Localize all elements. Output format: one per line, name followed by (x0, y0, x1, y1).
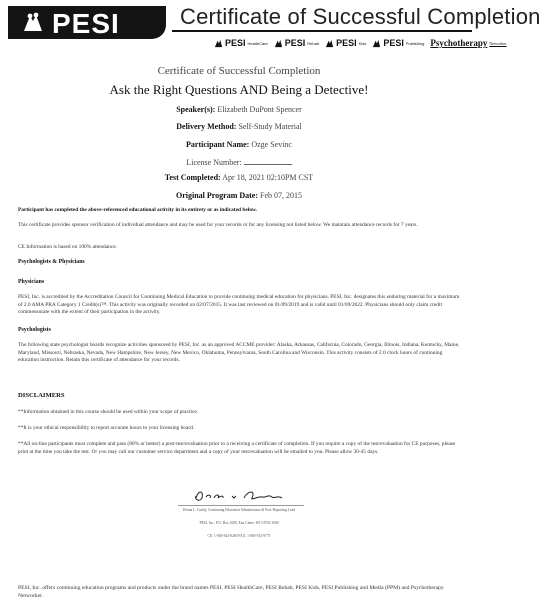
delivery-label: Delivery Method: (176, 122, 237, 131)
program-value: Feb 07, 2015 (260, 191, 303, 200)
pesi-logo-icon (20, 11, 46, 35)
certificate-heading: Certificate of Successful Completion (157, 65, 321, 77)
brand-name: PESI (336, 38, 357, 48)
speaker-value: Elizabeth DuPont Spencer (217, 105, 302, 114)
speaker-field (0, 105, 478, 114)
pesi-mark-icon (214, 39, 223, 48)
participant-label: Participant Name: (186, 140, 250, 149)
license-label: License Number: (186, 158, 242, 167)
ce-info-text: CE Information is based on 100% attendance. (18, 244, 117, 250)
psychologists-text: The following state psychologist boards recognize activities sponsored by PESI, Inc. as an approved ACCME provider: Alaska, Arkansas, California, Colorado, Georgia, Illinois, Indiana, Kentucky, Maine, Maryland, Missouri, Nebraska, Nevada, New Hampshire, New Jersey, New Mexico, Oklahoma, Pennsylvania, South Carolina and Wisconsin. This activity consists of 2.0 clock hours of continuing education instruction. Retain this certificate of attendance for your records. (18, 342, 460, 363)
test-field (0, 173, 478, 182)
test-label: Test Completed: (164, 173, 221, 182)
brand-pesi-publishing (372, 38, 424, 48)
program-label: Original Program Date: (175, 191, 259, 200)
brand-sub: Kids (358, 40, 367, 46)
license-field (0, 157, 478, 167)
delivery-field (0, 122, 478, 131)
delivery-value: Self-Study Material (238, 122, 302, 131)
header-divider (172, 30, 472, 32)
disclaimer-item: **All on-line participants must complete and pass (80% or better) a post-test/evaluation prior to a receiving a certificate of completion. If you require a copy of the test/evaluation for CE purposes, please print at the time you take the test. Or you may call our customer service department and a copy of your test/evaluation will be emailed to you. Please allow 30-45 days. (18, 441, 456, 455)
participant-field (0, 140, 478, 149)
pesi-mark-icon (372, 39, 381, 48)
physicians-text: PESI, Inc. is accredited by the Accreditation Council for Continuing Medical Education to provide continuing medical education for physicians. PESI, Inc. designates this enduring material for a maximum of 2.0 AMA PRA Category 1 Credit(s)™. This activity was originally recorded on 02/07/2015. It was last reviewed on 01/09/2019 and is valid until 01/09/2022. Physicians should only claim credit commensurate with the extent of their participation in the activity. (18, 294, 460, 315)
brand-name: PESI (383, 38, 404, 48)
license-blank (244, 157, 292, 165)
brand-name: Psychotherapy (430, 38, 488, 48)
brand-sub: HealthCare (247, 40, 268, 46)
completion-statement (18, 207, 460, 215)
pesi-mark-icon (274, 39, 283, 48)
brand-sub: Networker (489, 40, 507, 46)
pesi-mark-icon (325, 39, 334, 48)
logo-text: PESI (52, 8, 120, 39)
psychologists-heading: Psychologists (18, 327, 51, 333)
course-title: Ask the Right Questions AND Being a Detective! (109, 82, 369, 97)
brand-pesi-rehab (274, 38, 319, 48)
brand-sub: Rehab (307, 40, 320, 46)
signature-phone: CE: 1-800-844-8260 FAX: 1-800-554-9775 (207, 534, 271, 538)
disclaimers-heading: DISCLAIMERS (18, 392, 65, 399)
signature-name: Deana L. Cuddy, Continuing Education Administrator & Post-Reporting Lead (182, 508, 296, 512)
disclaimer-item: **Information obtained in this course should be used within your scope of practice. (18, 409, 199, 415)
test-value: Apr 18, 2021 02:10PM CST (222, 173, 314, 182)
physicians-heading: Physicians (18, 279, 45, 285)
brand-name: PESI (284, 38, 306, 48)
signature-address: PESI, Inc., P.O. Box 1000, Eau Claire, WI 54702-1000 (199, 521, 279, 525)
header-title: Certificate of Successful Completion (180, 4, 541, 29)
program-date-field (0, 191, 478, 200)
brand-name: PESI (225, 38, 246, 48)
disclaimer-item: **It is your ethical responsibility to report accurate hours to your licensing board. (18, 425, 195, 431)
signature-rule (178, 505, 304, 506)
completion-text: Participant has completed the above-referenced educational activity in its entirety or as indicated below. (18, 207, 257, 213)
brand-pesi-kids (325, 38, 366, 48)
participant-value: Ozge Sevinc (251, 140, 292, 149)
signature-image (188, 486, 298, 504)
brand-row (214, 36, 507, 50)
speaker-label: Speaker(s): (176, 105, 216, 114)
pesi-logo (8, 6, 166, 39)
brand-psychotherapy-networker (430, 38, 506, 48)
brand-sub: Publishing (405, 40, 425, 46)
footer-text: PESI, Inc. offers continuing education programs and products under the brand names PESI, PESI HealthCare, PESI Rehab, PESI Kids, PESI Publishing and Media (PPM) and Psychotherapy Networker. (18, 585, 444, 599)
section-heading: Psychologists & Physicians (18, 259, 85, 265)
verification-text: This certificate provides sponsor verification of individual attendance and may be used for your records or for any licensing not listed below. We maintain attendance records for 7 years. (18, 222, 418, 228)
brand-pesi-healthcare (214, 38, 268, 48)
